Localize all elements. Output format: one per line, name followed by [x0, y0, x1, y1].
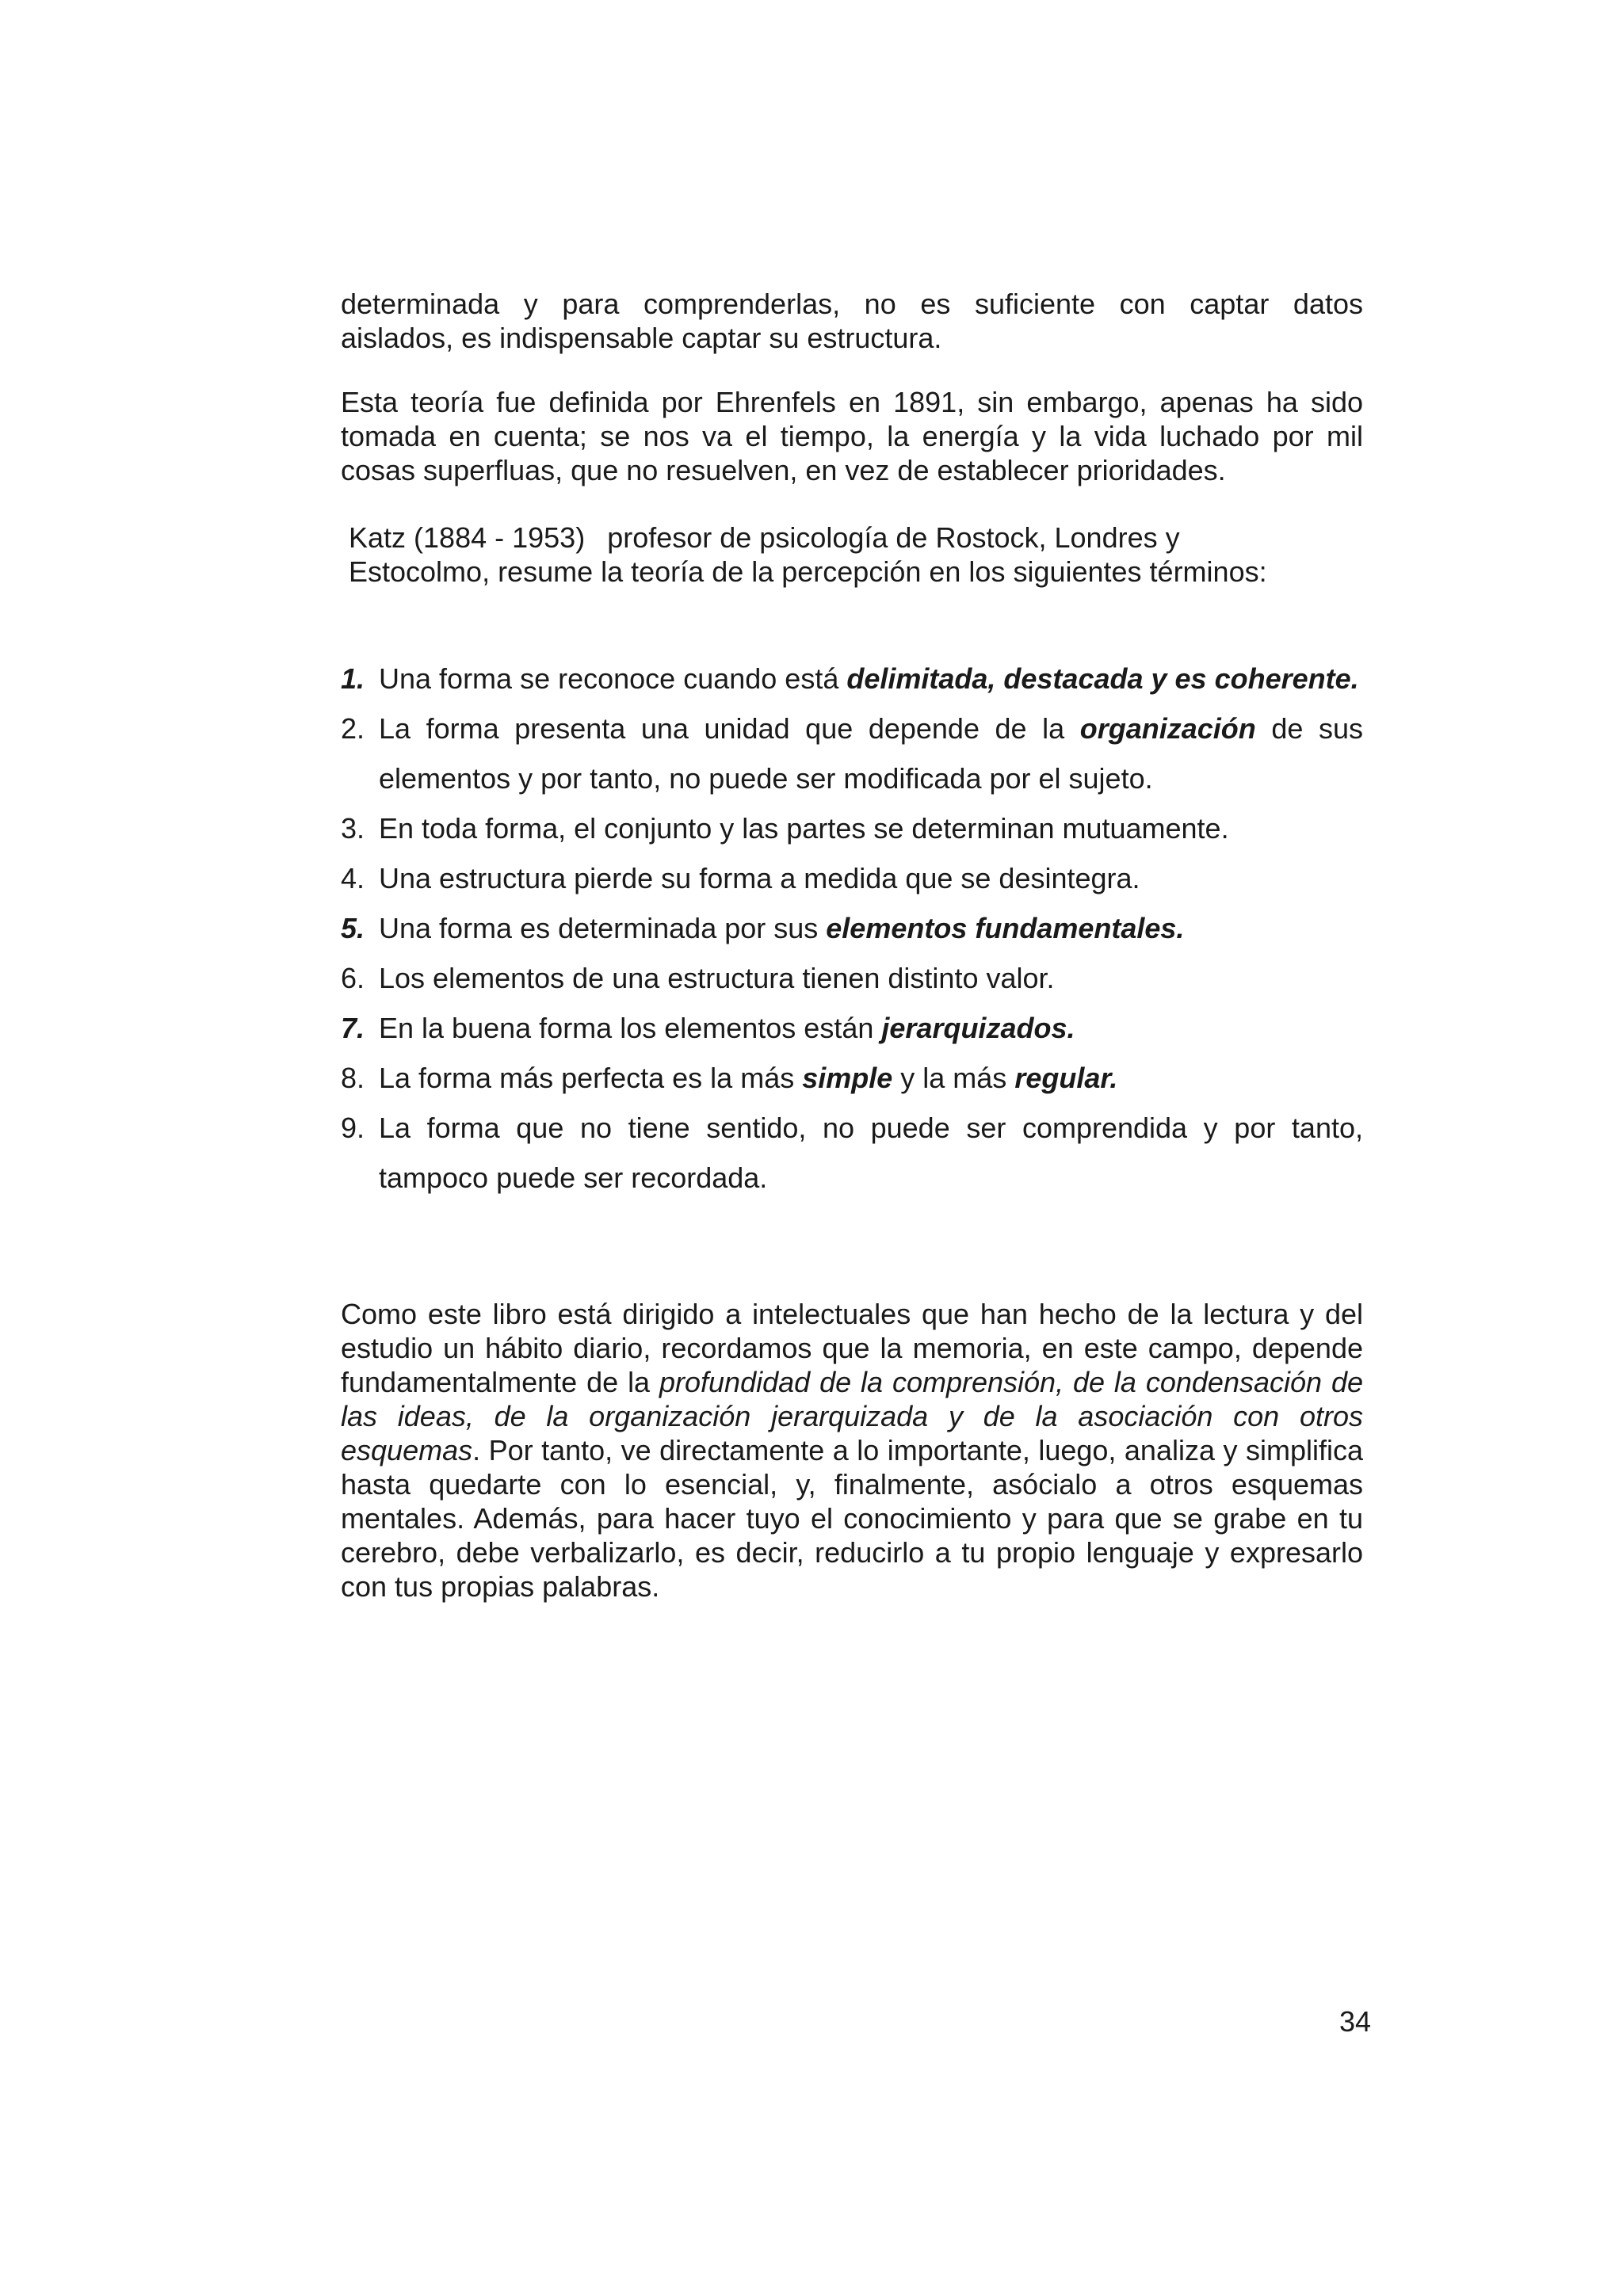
list-item-text: [379, 903, 1363, 953]
list-item-text-emphasis: regular.: [1014, 1062, 1118, 1094]
list-item-text: [379, 704, 1363, 803]
principles-list: [341, 654, 1363, 1203]
paragraph-katz: [349, 521, 1371, 589]
katz-author: Katz (1884 - 1953): [349, 521, 586, 554]
paragraph-ehrenfels-text: Esta teoría fue definida por Ehrenfels en 1891, sin embargo, apenas ha sido tomada en cuenta; se nos va el tiempo, la energía y la vida luchado por mil cosas superfluas, que no resuelven, en vez de establecer prioridades.: [341, 386, 1363, 486]
list-item-number: 9.: [341, 1112, 365, 1144]
paragraph-memory-italic: profundidad de la comprensión, de la condensación de las ideas, de la organización jerarquizada y de la asociación con otros esquemas: [341, 1366, 1363, 1466]
paragraph-katz-line1: [349, 521, 1371, 555]
paragraph-memory: [341, 1297, 1363, 1604]
list-item-number: 3.: [341, 812, 365, 845]
list-item: [341, 953, 1363, 1003]
paragraph-memory-plain: . Por tanto, ve directamente a lo importante, luego, analiza y simplifica hasta quedarte con lo esencial, y, finalmente, asócialo a otros esquemas mentales. Además, para hacer tuyo el conocimiento y para que se grabe en tu cerebro, debe verbalizarlo, es decir, reducirlo a tu propio lenguaje y expresarlo con tus propias palabras.: [341, 1434, 1363, 1603]
page-number: 34: [1338, 2005, 1371, 2038]
list-item-text-emphasis: elementos fundamentales.: [826, 912, 1185, 944]
list-item-text-emphasis: delimitada, destacada y es coherente.: [846, 662, 1359, 695]
list-item-text: [379, 1053, 1363, 1103]
list-item-text-plain: En la buena forma los elementos están: [379, 1012, 882, 1044]
list-item-text: [379, 1003, 1363, 1053]
list-item-text-emphasis: organización: [1079, 712, 1256, 745]
list-item-number: 7.: [341, 1012, 365, 1044]
list-item-text-plain: La forma más perfecta es la más: [379, 1062, 803, 1094]
list-item-text-emphasis: jerarquizados.: [881, 1012, 1075, 1044]
paragraph-intro-line2: aislados, es indispensable captar su estructura.: [341, 322, 942, 354]
list-item-text-plain: y la más: [892, 1062, 1015, 1094]
list-item-number: 8.: [341, 1062, 365, 1094]
paragraph-memory-text: [341, 1297, 1363, 1604]
list-item-text: En toda forma, el conjunto y las partes se determinan mutuamente.: [379, 812, 1229, 845]
list-item-text: Los elementos de una estructura tienen distinto valor.: [379, 962, 1055, 994]
list-item-text-plain: de sus elementos y por tanto, no puede ser modificada por el sujeto.: [379, 712, 1363, 795]
list-item-text: Una estructura pierde su forma a medida que se desintegra.: [379, 862, 1140, 894]
katz-line1-rest: profesor de psicología de Rostock, Londres y: [607, 521, 1180, 554]
list-item: [341, 853, 1363, 903]
list-item-number: 1.: [341, 662, 365, 695]
list-item-text-plain: Una forma es determinada por sus: [379, 912, 827, 944]
paragraph-intro: [341, 287, 1363, 355]
paragraph-memory-plain: Como este libro está dirigido a intelectuales que han hecho de la lectura y del estudio un hábito diario, recordamos que la memoria, en este campo, depende fundamentalmente de la: [341, 1298, 1363, 1398]
list-item: [341, 803, 1363, 853]
list-item: [341, 654, 1363, 704]
list-item: [341, 704, 1363, 803]
list-item-text-plain: Una forma se reconoce cuando está: [379, 662, 847, 695]
list-item-text: La forma que no tiene sentido, no puede ser comprendida y por tanto, tampoco puede ser recordada.: [379, 1112, 1363, 1194]
list-item-number: 6.: [341, 962, 365, 994]
list-item-number: 4.: [341, 862, 365, 894]
paragraph-katz-line2: Estocolmo, resume la teoría de la percepción en los siguientes términos:: [349, 555, 1267, 588]
list-item-number: 5.: [341, 912, 365, 944]
list-item-number: 2.: [341, 712, 365, 745]
list-item: [341, 1053, 1363, 1103]
list-item-text-plain: La forma presenta una unidad que depende de la: [379, 712, 1080, 745]
list-item: [341, 1103, 1363, 1203]
list-item: [341, 903, 1363, 953]
paragraph-intro-line1: determinada y para comprenderlas, no es suficiente con captar datos: [341, 288, 1363, 320]
list-item: [341, 1003, 1363, 1053]
list-item-text: [379, 654, 1363, 704]
list-item-text-emphasis: simple: [802, 1062, 893, 1094]
paragraph-ehrenfels: [341, 385, 1363, 487]
